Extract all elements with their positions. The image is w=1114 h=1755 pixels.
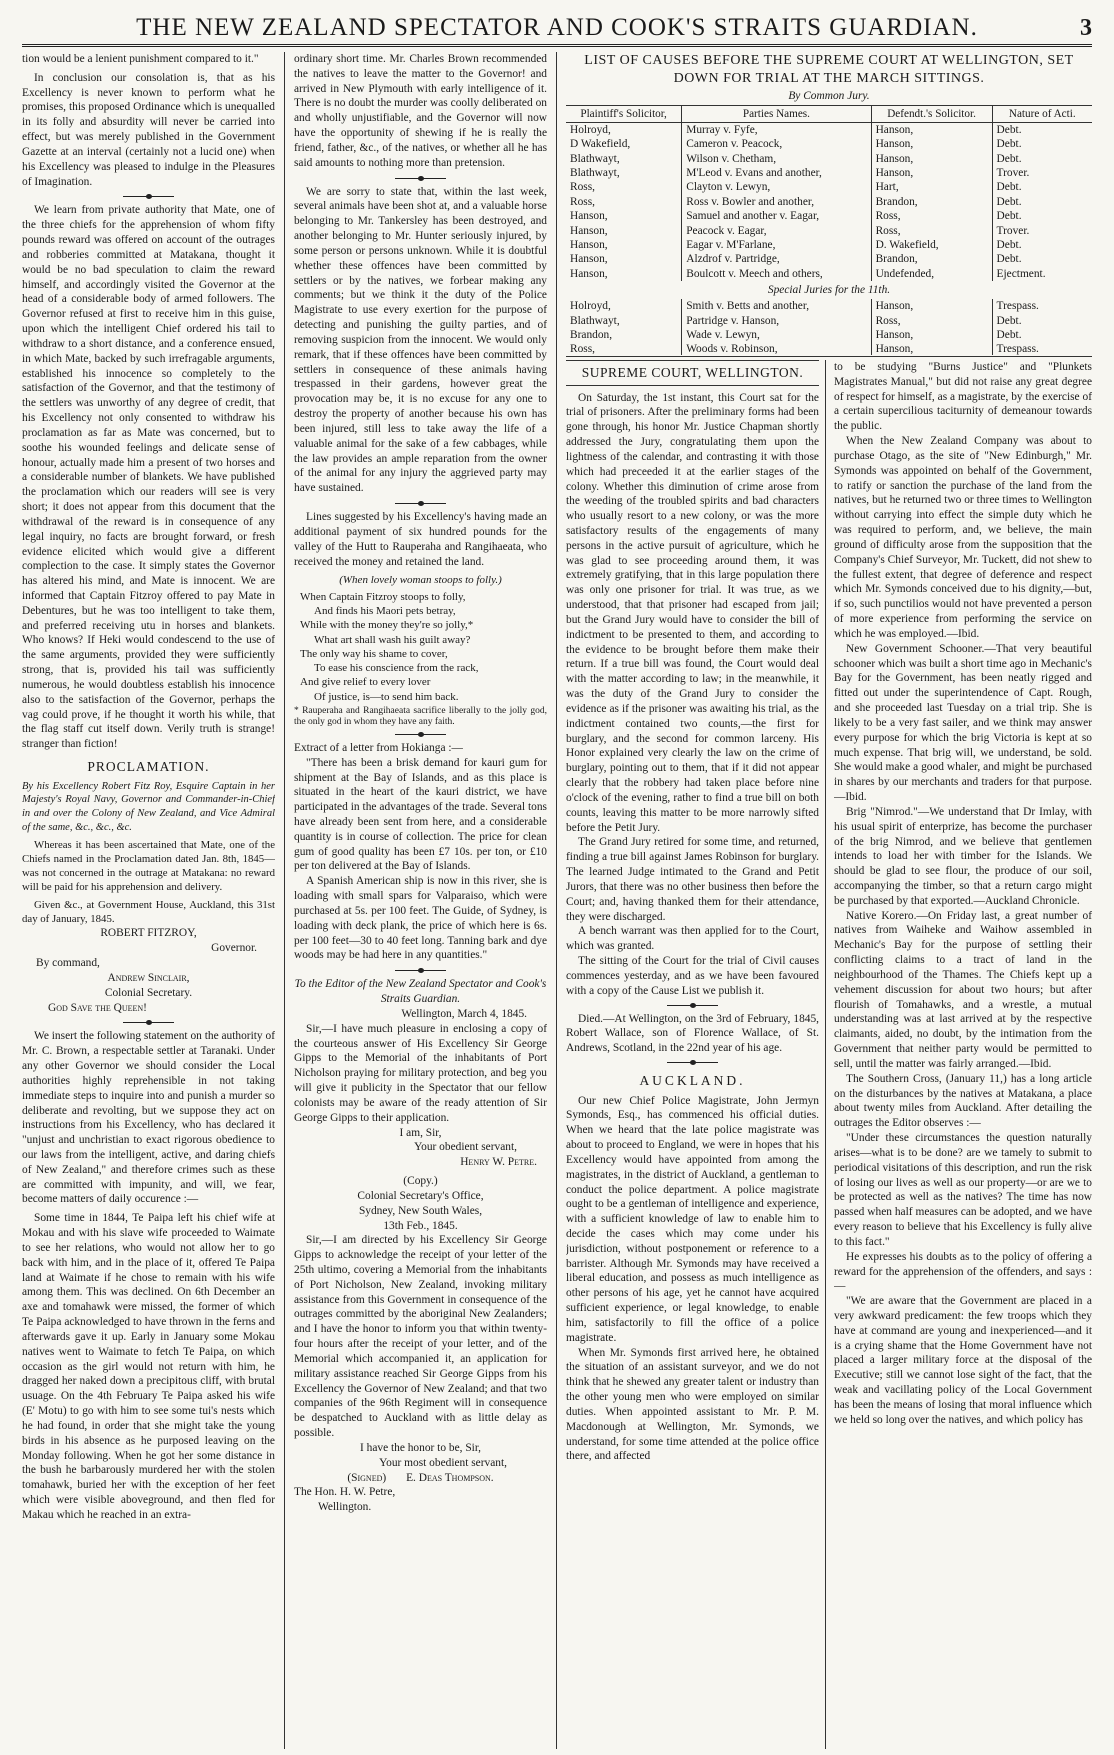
proclamation-by: By his Excellency Robert Fitz Roy, Esquire Captain in her Majesty's Royal Navy, Governor and Commander-in-Chief in and over the Colony of New Zealand, and Vice Admiral of the same, &c., &c., &c. [22, 780, 275, 833]
table-row [566, 224, 1092, 238]
table-cell: Ross, [871, 224, 992, 238]
copy-office: Colonial Secretary's Office, [357, 1189, 484, 1202]
table-row [566, 342, 1092, 355]
table-cell: Alzdrof v. Partridge, [682, 252, 871, 266]
table-cell: Debt. [992, 123, 1092, 138]
paragraph: He expresses his doubts as to the policy of offering a reward for the apprehension of the offenders, and says :— [834, 1250, 1092, 1293]
table-cell: Clayton v. Lewyn, [682, 180, 871, 194]
table-row [566, 137, 1092, 151]
table-cell: Ross, [871, 209, 992, 223]
table-cell: Hanson, [570, 238, 608, 251]
table-row [566, 180, 1092, 194]
copy-heading: (Copy.) [403, 1175, 438, 1188]
paragraph: In conclusion our consolation is, that as his Excellency is never known to perform what he promises, this proposed Ordinance which is unequalled in its folly and absurdity will never be carried into effect, but was merely published in the Government Gazette at an interval (certainly not a lucid one) when his Excellency was pleased to indulge in the Pleasures of Imagination. [22, 71, 275, 188]
copy-addressee: Wellington. [318, 1501, 372, 1514]
table-cell: Hanson, [871, 137, 992, 151]
letter-date: Wellington, March 4, 1845. [401, 1007, 527, 1020]
proclamation-title: Governor. [211, 942, 257, 955]
table-cell: Hanson, [570, 210, 608, 223]
letter-closing: Your obedient servant, [414, 1141, 517, 1154]
copy-closing: Your most obedient servant, [379, 1456, 507, 1469]
table-cell: Blathwayt, [570, 152, 620, 165]
copy-signature: (Signed) E. Deas Thompson. [347, 1471, 494, 1484]
table-cell: Debt. [992, 209, 1092, 223]
paragraph: When the New Zealand Company was about to purchase Otago, as the site of "New Edinburgh," Mr. Symonds was appointed on behalf of the Government, to ratify or sanction the purchase of the land from the natives, but he returned two or three times to Wellington without carrying into effect the simple duty which he was required to perform, and, we believe, the main ground of difficulty arose from the supposition that the Company's Chief Surveyor, Mr. Tuckett, did not shew to the fullest extent, that degree of deference and respect which Mr. Symonds conceived due to his dignity,—but, if so, such punctilios would not have prevented a person of more experience from performing the service on which he was employed.—Ibid. [834, 435, 1092, 640]
column-rule [284, 52, 285, 1749]
table-cell: D Wakefield, [570, 138, 631, 151]
paragraph: Extract of a letter from Hokianga :— [294, 741, 463, 754]
column-rule [825, 360, 826, 1749]
letter-signature: Henry W. Petre. [460, 1156, 537, 1169]
proclamation-body: Whereas it has been ascertained that Mate, one of the Chiefs named in the Proclamation dated Jan. 8th, 1845—was not concerned in the outrage at Matakana: no reward will be paid for his apprehension and delivery. [22, 839, 275, 894]
table-cell: Trover. [992, 224, 1092, 238]
separator [566, 1002, 819, 1009]
poem-line: And give relief to every lover [300, 676, 431, 689]
section-heading: AUCKLAND. [639, 1072, 746, 1088]
table-cell: Trespass. [992, 299, 1092, 313]
letter-closing: I am, Sir, [399, 1126, 442, 1139]
proclamation-given: Given &c., at Government House, Auckland, this 31st day of January, 1845. [22, 899, 275, 926]
table-row [566, 267, 1092, 281]
table-cell: Trespass. [992, 342, 1092, 355]
letter-heading: To the Editor of the New Zealand Spectator and Cook's Straits Guardian. [294, 978, 547, 1006]
column-header: Plaintiff's Solicitor, [566, 106, 682, 123]
poem-line: While with the money they're so jolly,* [300, 619, 474, 632]
table-cell: Peacock v. Eagar, [682, 224, 871, 238]
cause-table [566, 105, 1092, 355]
table-cell: Debt. [992, 328, 1092, 342]
death-notice: Died.—At Wellington, on the 3rd of February, 1845, Robert Wallace, son of Florence Wallace, of St. Andrews, Scotland, in the 22nd year of his age. [566, 1012, 819, 1055]
table-cell: Hanson, [871, 123, 992, 138]
table-cell: Debt. [992, 180, 1092, 194]
god-save-queen: God Save the Queen! [48, 1001, 147, 1014]
poem-line: To ease his conscience from the rack, [314, 662, 479, 675]
paragraph: Brig "Nimrod."—We understand that Dr Imlay, with his usual spirit of enterprize, has become the purchaser of the brig Nimrod, and we believe that gentlemen intends to load her with timber for the Islands. We should be glad to see flour, the produce of our soil, accompanying the timber, so that a return cargo might be purchased by that exported.—Auckland Chronicle. [834, 805, 1092, 907]
table-cell: Trover. [992, 166, 1092, 180]
table-cell: Hanson, [871, 299, 992, 313]
table-cell: M'Leod v. Evans and another, [682, 166, 871, 180]
columns [22, 52, 1092, 1749]
paragraph: We insert the following statement on the authority of Mr. C. Brown, a respectable settler at Taranaki. Under any other Governor we should consider the Local authorities highly reprehensible in not taking immediate steps to inquire into and punish a murder so deliberate and revolting, but we suppose they act on instructions from his Excellency, who has declared it "unjust and unchristian to exact rigorous obedience to our laws from the intelligent, active, and daring chiefs of New Zealand," and therefore crimes such as these are committed with impunity, and will, we fear, become matters of daily occurence :— [22, 1030, 275, 1206]
column-header: Defendt.'s Solicitor. [871, 106, 992, 123]
paragraph: Lines suggested by his Excellency's having made an additional payment of six hundred pounds for the valley of the Hutt to Rauperaha and Rangihaeata, who received the money and retained the land. [294, 511, 547, 568]
page-number: 3 [1080, 15, 1092, 41]
footnote: * Rauperaha and Rangihaeata sacrifice liberally to the jolly god, the only god in whom they have any faith. [294, 706, 547, 727]
poem-title: (When lovely woman stoops to folly.) [339, 574, 502, 587]
table-cell: Ejectment. [992, 267, 1092, 281]
table-cell: Holroyd, [570, 300, 611, 313]
paragraph: ordinary short time. Mr. Charles Brown recommended the natives to leave the matter to the Governor! and arrived in New Plymouth with early intelligence of it. There is no doubt the murder was coolly deliberated on and wholly unjustifiable, and the Governor will now have the opportunity of shewing if he is really the friend, father, &c., of the natives, or whether all he has said amounts to nothing more than pretension. [294, 53, 547, 169]
table-cell: Ross, [570, 181, 596, 194]
table-cell: Wade v. Lewyn, [682, 328, 871, 342]
secretary-title: Colonial Secretary. [104, 986, 193, 999]
newspaper-title: THE NEW ZEALAND SPECTATOR AND COOK'S STRAITS GUARDIAN. [136, 14, 978, 41]
by-command: By command, [36, 957, 100, 970]
table-row [566, 299, 1092, 313]
paragraph: We are sorry to state that, within the last week, several animals have been shot at, and a valuable horse belonging to Mr. Tankersley has been destroyed, and another belonging to Mr. Hunter seriously injured, by some person or persons unknown. While it is doubtful whether these offences have been committed by settlers or by the natives, we forbear making any comments; but we think it the duty of the Police Magistrate to use every exertion for the purpose of detecting and punishing the guilty parties, and of removing suspicion from the innocent. We would only remark, that if these offences have been committed by settlers in consequence of these animals having trespassed in their gardens, however great the provocation may be, it is no excuse for any one to destroy the property of another because his own has been injured, still less to take away the life of a valuable animal for the sake of a few cabbages, while the law provides an ample reparation from the owner of the animal for any injury the aggrieved party may have sustained. [294, 185, 547, 495]
table-row [566, 328, 1092, 342]
table-cell: Cameron v. Peacock, [682, 137, 871, 151]
paragraph: Native Korero.—On Friday last, a great number of natives from Waiheke and Waihow assembled in Mechanic's Bay for the purpose of settling their conflicting claims to a tract of land in the neighbourhood of the Thames. The Chiefs kept up a vehement discussion for about two hours; but after flourish of Tomahawks, and a wrestle, a mutual understanding was at last arrived at by the respective claimants, aided, no doubt, by the intimation from the Government that neither party would be permitted to sell, until the matter was fairly arranged.—Ibid. [834, 909, 1092, 1070]
cause-rows-special [566, 299, 1092, 355]
table-cell: Hart, [871, 180, 992, 194]
masthead [22, 8, 1092, 47]
table-cell: Debt. [992, 137, 1092, 151]
cause-list [566, 52, 1092, 355]
secretary-name: Andrew Sinclair, [107, 971, 190, 984]
table-row [566, 195, 1092, 209]
paragraph: tion would be a lenient punishment compared to it." [22, 53, 259, 65]
table-cell: Debt. [992, 152, 1092, 166]
poem-line: The only way his shame to cover, [300, 647, 448, 660]
paragraph: to be studying "Burns Justice" and "Plunkets Magistrates Manual," but did not raise any great degree of respect for himself, as a magistrate, by the exercise of a certain supercilious taciturnity of demeanour towards the public. [834, 361, 1092, 433]
column-3 [566, 360, 819, 1749]
paragraph: On Saturday, the 1st instant, this Court sat for the trial of prisoners. After the preliminary forms had been gone through, his honor Mr. Justice Chapman shortly addressed the Jury, congratulating them upon the lightness of the calendar, and contrasting it with those which had preceeded it at the earlier stages of the colony. Whether this diminution of crime arose from the weeding of the troubled spirits and bad characters who usually resort to a new colony, or was the more satisfactory results of the engagements of many persons in the active pursuit of agriculture, which he was glad to see proceeding around them, it was extremely gratifying, that in this large population there was only one prisoner for trial. It was true, as we understood, that that prisoner had escaped from jail; but the Grand Jury would have to consider the bill of indictment to be presented to them, and according to the evidence to be brought before them make their return. If a true bill was found, the Court would deal with the matter according to law; in the meanwhile, it was the duty of the Grand Jury to consider the evidence as if the prisoner was awaiting his trial, as the indictment contained two counts,—the first for burglary, and the second for common larceny. His Honor explained very clearly the law on the crime of burglary, pointing out to them, that if it did not appear clearly that the robbery had taken place before nine o'clock of the evening, rather to find a true bill on both counts, leaving this matter to be more narrowly sifted before the Petit Jury. [566, 391, 819, 834]
table-cell: D. Wakefield, [871, 238, 992, 252]
table-cell: Woods v. Robinson, [682, 342, 871, 355]
table-cell: Hanson, [871, 152, 992, 166]
table-cell: Blathwayt, [570, 314, 620, 327]
paragraph: "We are aware that the Government are placed in a very awkward predicament: the few troops which they have at command are young and inexperienced—and it is a crying shame that the Home Government have not placed a larger military force at the disposal of the Executive; still we cannot lose sight of the fact, that the weak and vacillating policy of the Local Government has been the means of losing that moral influence which we held so long over the natives, and which policy has [834, 1295, 1092, 1426]
cause-list-subtitle: By Common Jury. [788, 90, 870, 102]
poem-line: When Captain Fitzroy stoops to folly, [300, 590, 466, 603]
paragraph: The Grand Jury retired for some time, and returned, finding a true bill against James Robinson for burglary. The learned Judge intimated to the Grand and Petit Jurors, that there was no other business then before the Court; and, having thanked them for their attendance, they were discharged. [566, 836, 819, 923]
table-cell: Hanson, [570, 267, 608, 280]
column-header: Parties Names. [682, 106, 871, 123]
paragraph: When Mr. Symonds first arrived here, he obtained the situation of an assistant surveyor, and we do not think that he shewed any greater talent or industry than the other young men who were employed on similar duties. When appointed assistant to Mr. P. M. Macdonough at Wellington, Mr. Symonds, we understand, for some time attended at the police office there, and affected [566, 1346, 819, 1463]
table-cell: Ross, [570, 343, 596, 355]
special-juries-label: Special Juries for the 11th. [767, 283, 891, 296]
paragraph: New Government Schooner.—That very beautiful schooner which was built a short time ago in Mechanic's Bay for the Government, has been neatly rigged and fitted out under the superintendence of Capt. Rough, and she proceeded last Tuesday on a trial trip. She is likely to be a very fast sailer, and we think may answer every purpose for which the brig Victoria is kept at so much expense. That brig will, we understand, be sold. She would make a good whaler, and might be purchased in shares by our merchants and traders for that purpose.—Ibid. [834, 642, 1092, 804]
table-cell: Brandon, [871, 252, 992, 266]
table-cell: Hanson, [871, 342, 992, 355]
table-header-row [566, 106, 1092, 123]
poem-line: Of justice, is—to send him back. [314, 690, 459, 703]
table-cell: Debt. [992, 195, 1092, 209]
copy-place: Sydney, New South Wales, [358, 1204, 483, 1217]
table-cell: Hanson, [871, 328, 992, 342]
column-2 [294, 52, 547, 1749]
paragraph: A bench warrant was then applied for to the Court, which was granted. [566, 925, 819, 953]
paragraph: "There has been a brisk demand for kauri gum for shipment at the Bay of Islands, and as this place is situated in the heart of the kauri district, we have participated in the advantages of the trade. Several tons have already been sent from here, and a considerable quantity is in course of collection. The price for clean gum of good quality has been £7 10s. per ton, or £10 per ton delivered at the Bay of Islands. [294, 756, 547, 873]
table-cell: Smith v. Betts and another, [682, 299, 871, 313]
paragraph: "Under these circumstances the question naturally arises—what is to be done? are we tamely to submit to periodical visitations of this description, and run the risk of losing our lives as well as our property—or are we to be protected as well as the natives? The time has now passed when half measures can be adopted, and we have every reason to believe that his Excellency is fully alive to this fact." [834, 1132, 1092, 1248]
poem-line: And finds his Maori pets betray, [314, 604, 456, 617]
table-cell: Debt. [992, 252, 1092, 266]
table-row [566, 314, 1092, 328]
separator [566, 1059, 819, 1066]
table-row [566, 209, 1092, 223]
column-1 [22, 52, 275, 1749]
poem [300, 590, 547, 704]
letter-body: Sir,—I have much pleasure in enclosing a copy of the courteous answer of His Excellency Sir George Gipps to the Memorial of the inhabitants of Port Nicholson praying for military protection, and beg you will give it publicity in the Spectator that our fellow colonists may be aware of the ready attention of Sir George Gipps to their application. [294, 1022, 547, 1124]
table-cell: Brandon, [570, 329, 613, 342]
separator [22, 1019, 275, 1026]
column-header: Nature of Acti. [992, 106, 1092, 123]
table-cell: Ross v. Bowler and another, [682, 195, 871, 209]
poem-line: What art shall wash his guilt away? [314, 633, 471, 646]
table-cell: Ross, [570, 195, 596, 208]
table-section-row [566, 281, 1092, 299]
copy-body: Sir,—I am directed by his Excellency Sir George Gipps to acknowledge the receipt of your letter of the 25th ultimo, covering a Memorial from the inhabitants of Port Nicholson, New Zealand, invoking military assistance from this Government in consequence of the outrages committed by the aboriginal New Zealanders; and I have the honor to inform you that within twenty-four hours after the receipt of your letter, and of the Memorial which accompanied it, an application for military assistance reached Sir George Gipps from his Excellency the Governor of New Zealand; and that two companies of the 96th Regiment will in consequence be despatched to Auckland with as little delay as possible. [294, 1234, 547, 1440]
table-cell: Blathwayt, [570, 167, 620, 180]
separator [22, 193, 275, 200]
paragraph: We learn from private authority that Mate, one of the three chiefs for the apprehension of whom fifty pounds reward was offered on account of the outrages and robberies committed at Matakana, thought it would be no bad speculation to claim the reward himself, and accordingly visited the Governor at the head of a considerable body of armed followers. The Governor refused at first to receive him in this guise, upon which the intelligent Chief ordered his tail to withdraw to a short distance, and a conference ensued, in which Mate, backed by such irrefragable arguments, established his innocence so completely to the satisfaction of the Governor, and that the testimony of the settlers was unworthy of any degree of credit, that his Excellency not only consented to withdraw his proclamation as far as Mate was concerned, but to soothe his wounded feelings and delicate sense of honour, actually made him a present of two horses and a considerable number of blankets. We have published the proclamation which our readers will see is very short; it does not appear from this document that the withdrawal of the reward is in consequence of any legal inquiry, no facts are brought forward, or fresh evidence elicited which would give a different complection to the case. It simply states the Governor has altered his mind, and Mate is innocent. We are informed that Captain Fitzroy offered to pay Mate in Debentures, but he was too intelligent to take them, and preferred receiving utu in horses and blankets. Who knows? If Heki would condescend to the use of the same arguments, provided they were sufficiently strong, that is, provided his tail was sufficiently numerous, he would doubtless establish his innocence also to the satisfaction of the Governor, perhaps the vag could prove, if he thought it worth his while, that the flag staff cut itself down. Verily truth is strange! stranger than fiction! [22, 204, 275, 751]
table-cell: Eagar v. M'Farlane, [682, 238, 871, 252]
paragraph: Our new Chief Police Magistrate, John Jermyn Symonds, Esq., has commenced his official duties. When we heard that the late police magistrate was about to proceed to England, we were in hopes that his Excellency would have appointed from among the magistrates, in the district of Auckland, a gentleman to conduct the police department. A police magistrate ought to be a gentleman of intelligence and experience, with a sufficient knowledge of law to enable him to decide the cases which may come under his jurisdiction, without postponement or reference to a barrister. Although Mr. Symonds may have received a liberal education, and possess as much intelligence as other persons of his age, yet he cannot have acquired sufficient experience, or legal knowledge, to enable him, satisfactorily to fill the office of a police magistrate. [566, 1094, 819, 1344]
separator [294, 731, 547, 738]
column-4 [834, 360, 1092, 1749]
table-cell: Brandon, [871, 195, 992, 209]
table-cell: Partridge v. Hanson, [682, 314, 871, 328]
separator [294, 967, 547, 974]
cause-list-title: LIST OF CAUSES BEFORE THE SUPREME COURT AT WELLINGTON, SET DOWN FOR TRIAL AT THE MARCH SITTINGS. [584, 53, 1074, 86]
proclamation-signature: ROBERT FITZROY, [100, 927, 197, 940]
table-row [566, 123, 1092, 138]
paragraph: The sitting of the Court for the trial of Civil causes commences yesterday, and as we have been favoured with a copy of the Cause List we publish it. [566, 955, 819, 997]
table-row [566, 252, 1092, 266]
table-cell: Debt. [992, 238, 1092, 252]
section-heading: PROCLAMATION. [87, 759, 210, 775]
table-row [566, 152, 1092, 166]
copy-closing: I have the honor to be, Sir, [359, 1441, 481, 1454]
paragraph: A Spanish American ship is now in this river, she is loading with small spars for Valparaiso, which were purchased at 5s. per 100 feet. The Guide, of Sydney, is loading with deck plank, the price of which here is 6s. per 100 feet—30 to 40 feet long. Tanning bark and dye woods may be had here in any quantities." [294, 875, 547, 962]
table-cell: Samuel and another v. Eagar, [682, 209, 871, 223]
paragraph: The Southern Cross, (January 11,) has a long article on the disturbances by the natives at Matakana, a place about twenty miles from Auckland. After detailing the outrages the Editor observes :— [834, 1072, 1092, 1130]
cause-rows-common [566, 123, 1092, 281]
separator [294, 175, 547, 182]
column-rule [556, 52, 557, 1749]
section-rule [566, 356, 1092, 357]
copy-addressee: The Hon. H. W. Petre, [294, 1486, 396, 1499]
section-heading: SUPREME COURT, WELLINGTON. [566, 360, 819, 386]
table-row [566, 166, 1092, 180]
table-row [566, 238, 1092, 252]
table-cell: Ross, [871, 314, 992, 328]
table-cell: Wilson v. Chetham, [682, 152, 871, 166]
table-cell: Hanson, [570, 224, 608, 237]
separator [294, 500, 547, 507]
paragraph: Some time in 1844, Te Paipa left his chief wife at Mokau and with his slave wife proceeded to Waimate to see her relations, who would not allow her to go back with him, and in the place of it, offered Te Paipa land at Waimate if he chose to remain with his wife among them. This was declined. On 6th December an axe and tomahawk were missed, the former of which Te Paipa acknowledged to have thrown in the ferns and afterwards gave it up. Early in January some Mokau natives went to Waimate to fetch Te Paipa, on which occasion as the girl would not return with him, he dragged her naked down a precipitous cliff, with brutal usuage. On the 4th February Te Paipa asked his wife (E' Motu) to go with him to see some tui's nests which he had found, in order that she might take the young birds in his absence as he purposed leaving on the Monday following. When he got her some distance in the bush he barbarously murdered her with the stolen tomahawk, buried her with the exception of her feet which were visible aboveground, and then fled for Makau which he reached in an extra- [22, 1212, 275, 1521]
table-cell: Hanson, [871, 166, 992, 180]
table-cell: Debt. [992, 314, 1092, 328]
table-cell: Holroyd, [570, 124, 611, 136]
table-cell: Hanson, [570, 253, 608, 266]
table-cell: Undefended, [871, 267, 992, 281]
table-cell: Murray v. Fyfe, [682, 123, 871, 138]
table-cell: Boulcott v. Meech and others, [682, 267, 871, 281]
copy-date: 13th Feb., 1845. [383, 1219, 458, 1232]
